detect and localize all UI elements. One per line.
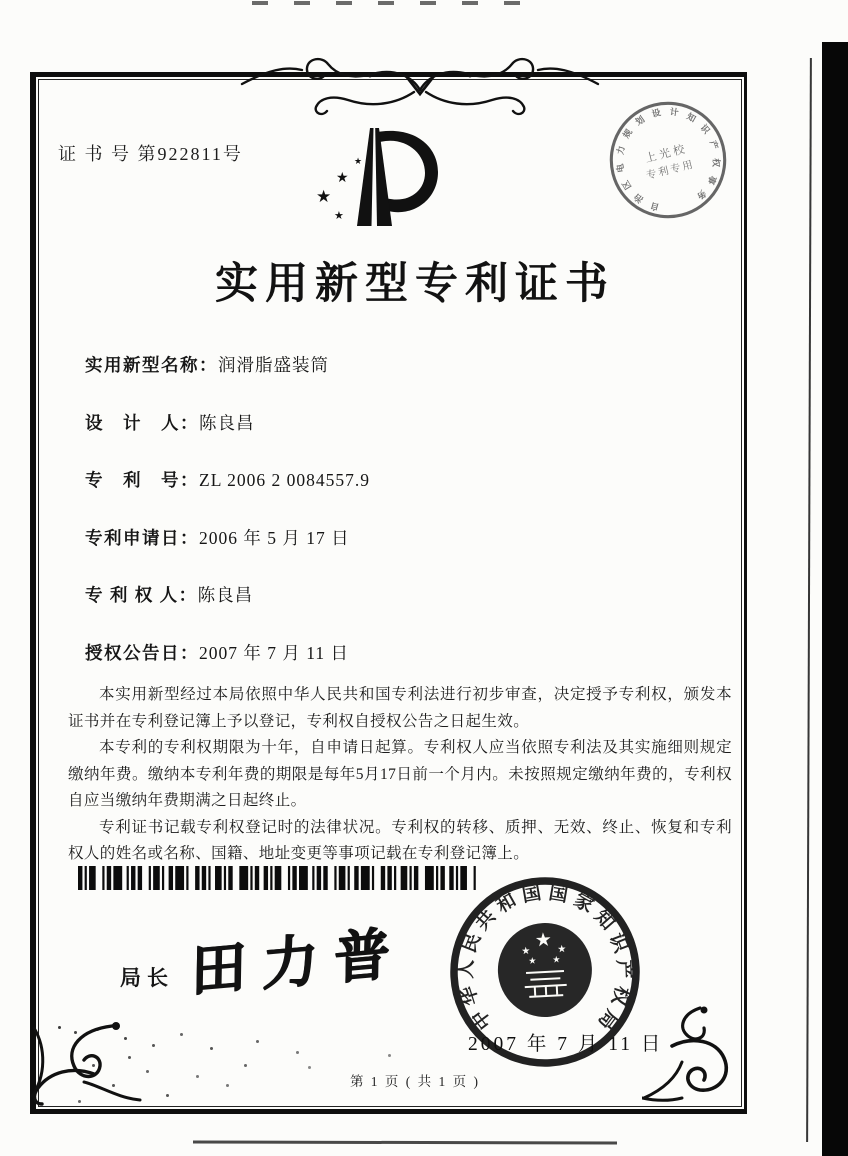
field-label: 授权公告日： — [85, 642, 199, 663]
certificate-number: 证 书 号 第922811号 — [58, 144, 243, 164]
receipt-stamp-center-line1: 上光校 — [644, 143, 689, 166]
emblem-star-icon: ★ — [534, 929, 553, 952]
field-value: 陈良昌 — [199, 412, 255, 433]
director-signature: 田力普 — [189, 922, 407, 1004]
body-paragraph: 专利证书记载专利权登记时的法律状况。专利权的转移、质押、无效、终止、恢复和专利权人的姓名或名称、国籍、地址变更等事项记载在专利登记簿上。 — [68, 818, 732, 862]
scan-edge-line — [806, 58, 812, 1142]
seal-ring-char: 产 — [612, 959, 635, 980]
logo-star-icon: ★ — [354, 156, 363, 166]
seal-ring-char: 识 — [604, 930, 632, 956]
seal-ring-char: 知 — [589, 906, 619, 935]
seal-ring-char: 识 — [698, 122, 712, 136]
logo-star-icon: ★ — [316, 187, 332, 206]
field-value: 2006 年 5 月 17 日 — [199, 527, 350, 548]
seal-ring-char: 产 — [707, 139, 721, 151]
field-label: 设 计 人： — [85, 412, 199, 433]
field-value: ZL 2006 2 0084557.9 — [199, 470, 370, 490]
field-row-designer — [85, 410, 370, 434]
seal-ring-char: 国 — [547, 882, 570, 907]
seal-ring-char: 国 — [520, 882, 543, 907]
field-list — [85, 352, 370, 697]
sipo-logo-icon — [308, 124, 450, 234]
seal-ring-char: 权 — [607, 983, 633, 1008]
seal-ring-char: 力 — [614, 144, 627, 156]
field-value: 润滑脂盛装筒 — [218, 355, 329, 375]
seal-ring-char: 人 — [455, 959, 478, 980]
barcode — [78, 866, 478, 890]
seal-ring-char: 权 — [711, 158, 722, 168]
scan-edge-top — [252, 1, 520, 5]
seal-ring-char: 民 — [458, 930, 486, 956]
seal-ring-char: 规 — [620, 127, 635, 140]
seal-ring-char: 家 — [569, 889, 597, 918]
seal-ring-char: 局 — [593, 1005, 622, 1034]
seal-ring-char: 中 — [468, 1005, 497, 1034]
seal-ring-char: 和 — [493, 889, 521, 918]
issue-date: 2007 年 7 月 11 日 — [468, 1034, 664, 1055]
seal-ring-char: 计 — [669, 106, 680, 118]
field-label: 专 利 权 人： — [85, 585, 198, 605]
body-paragraph: 本实用新型经过本局依照中华人民共和国专利法进行初步审查，决定授予专利权，颁发本证书并在专利登记簿上予以登记，专利权自授权公告之日起生效。 — [68, 686, 732, 730]
field-row-grant-date — [85, 640, 370, 664]
field-row-patent-number — [85, 467, 370, 491]
field-label: 专 利 号： — [85, 470, 199, 490]
field-row-patentee — [85, 582, 370, 606]
emblem-star-icon: ★ — [528, 955, 537, 966]
director-title-label: 局长 — [120, 966, 174, 990]
border-flourish-bottom-left-icon — [24, 1020, 142, 1112]
emblem-star-icon: ★ — [521, 945, 531, 958]
seal-ring-char: 区 — [620, 178, 634, 192]
seal-ring-char: 划 — [633, 113, 647, 128]
field-value: 陈良昌 — [197, 585, 254, 605]
receipt-stamp-center-line2: 专利专用 — [645, 159, 696, 182]
legal-text-block — [68, 682, 732, 868]
seal-ring-char: 共 — [471, 906, 501, 935]
emblem-star-icon: ★ — [552, 954, 561, 965]
seal-ring-char: 务 — [694, 188, 709, 202]
border-ornament-top-icon — [240, 54, 600, 118]
seal-ring-char: 事 — [705, 174, 719, 187]
body-paragraph: 本专利的专利权期限为十年，自申请日起算。专利权人应当依照专利法及其实施细则规定缴纳年费。缴纳本专利年费的期限是每年5月17日前一个月内。未按照规定缴纳年费的，专利权自应当缴纳年费期满之日起终止。 — [68, 739, 732, 809]
page-number-footer: 第 1 页 ( 共 1 页 ) — [349, 1074, 481, 1089]
field-row-filing-date — [85, 525, 370, 549]
emblem-star-icon: ★ — [557, 943, 567, 956]
seal-ring-char: 治 — [632, 191, 646, 206]
seal-ring-char: 华 — [457, 983, 483, 1008]
seal-ring-char: 自 — [649, 200, 661, 213]
seal-ring-char: 电 — [614, 163, 627, 174]
scan-edge-band — [822, 42, 848, 1156]
logo-star-icon: ★ — [336, 171, 349, 186]
field-value: 2007 年 7 月 11 日 — [199, 642, 349, 663]
certificate-title: 实用新型专利证书 — [215, 261, 615, 308]
field-label: 专利申请日： — [85, 527, 199, 548]
seal-ring-char: 知 — [685, 111, 698, 125]
seal-ring-char: 设 — [650, 107, 662, 119]
field-row-invention-name — [85, 352, 370, 376]
logo-star-icon: ★ — [334, 210, 344, 222]
scan-streak-bottom — [193, 1140, 617, 1144]
field-label: 实用新型名称： — [85, 355, 218, 375]
